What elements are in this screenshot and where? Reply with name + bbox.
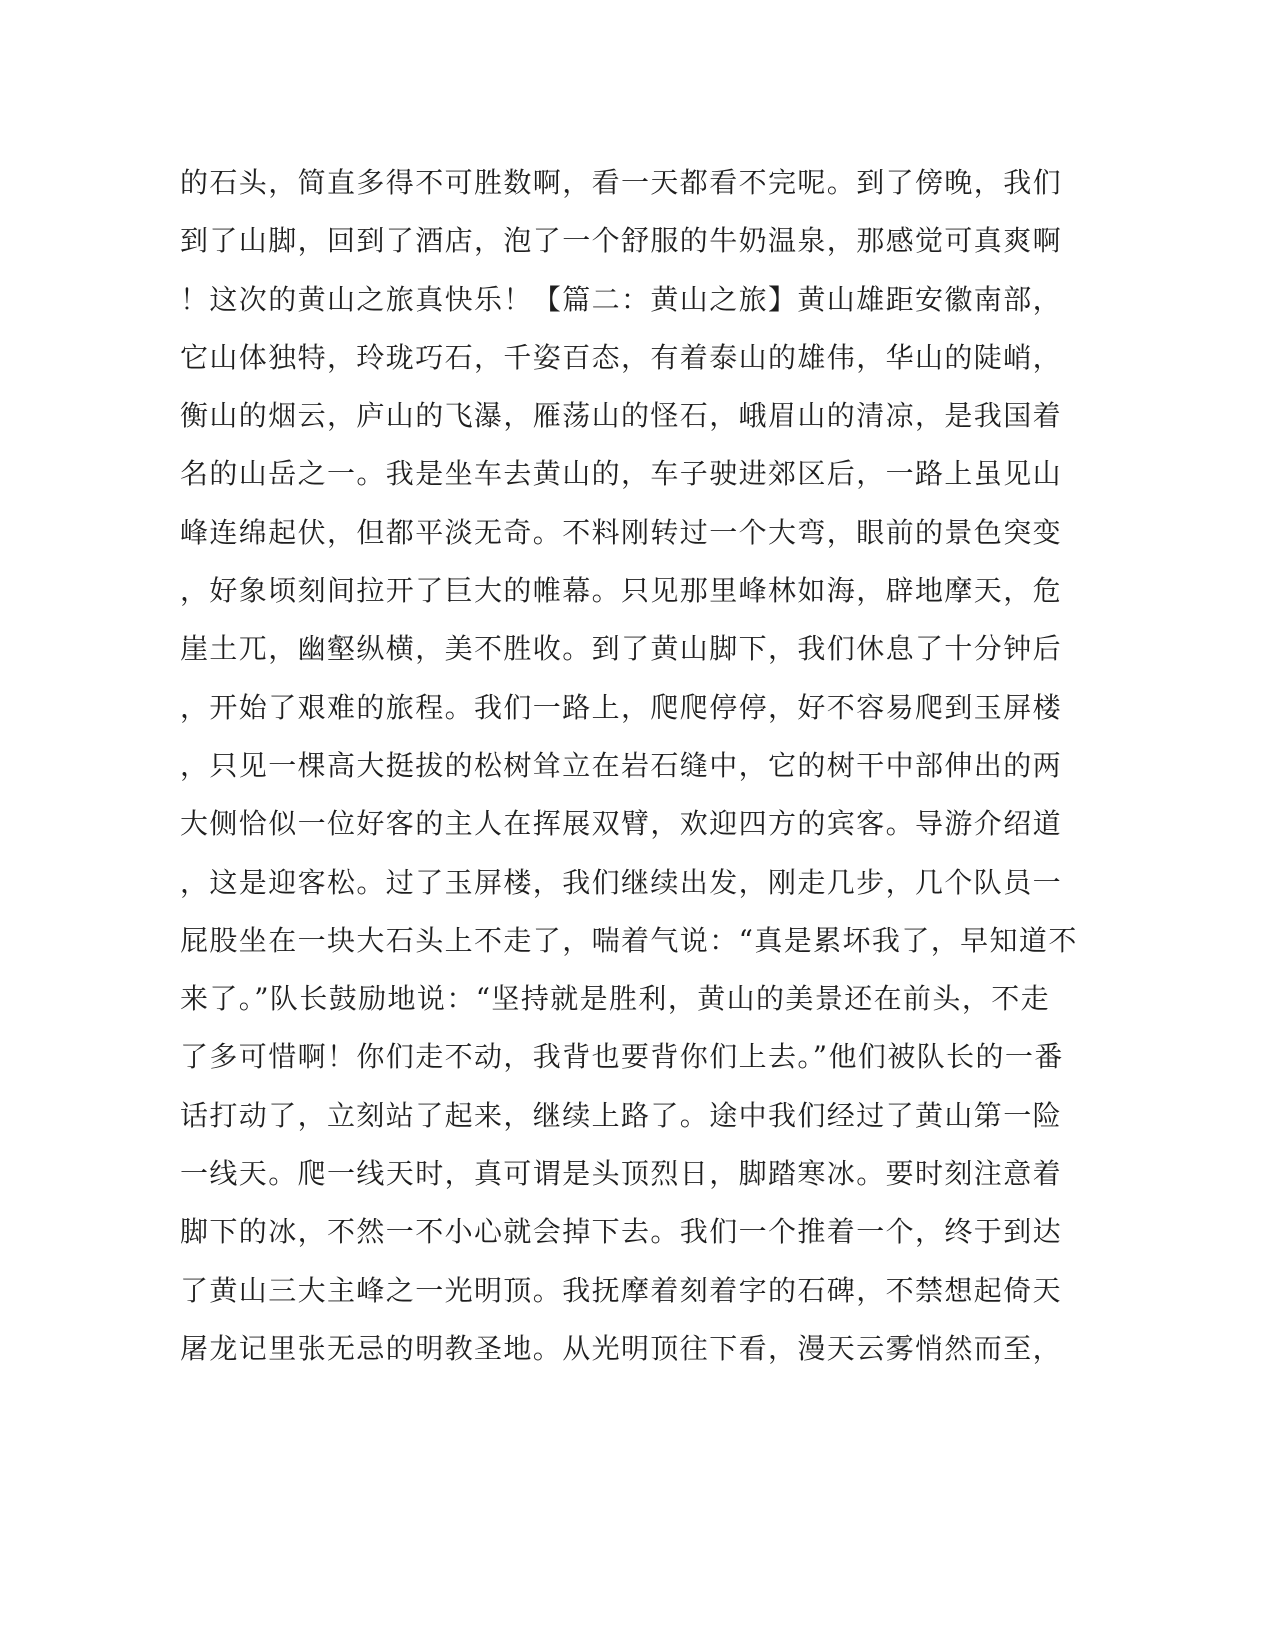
text-line: 的石头，简直多得不可胜数啊，看一天都看不完呢。到了傍晚，我们 [180, 166, 1063, 199]
text-line: 来了。”队长鼓励地说：“坚持就是胜利，黄山的美景还在前头，不走 [180, 982, 1051, 1016]
text-line: ，只见一棵高大挺拔的松树耸立在岩石缝中，它的树干中部伸出的两 [180, 748, 1063, 782]
text-line: ，好象顷刻间拉开了巨大的帷幕。只见那里峰林如海，辟地摩天，危 [180, 574, 1063, 608]
text-line: 崖土兀，幽壑纵横，美不胜收。到了黄山脚下，我们休息了十分钟后 [180, 632, 1063, 666]
text-line: ，开始了艰难的旅程。我们一路上，爬爬停停，好不容易爬到玉屏楼 [180, 690, 1063, 724]
body-text [180, 158, 1078, 1382]
text-line: 屠龙记里张无忌的明教圣地。从光明顶往下看，漫天云雾悄然而至， [180, 1331, 1063, 1365]
text-line: 到了山脚，回到了酒店，泡了一个舒服的牛奶温泉，那感觉可真爽啊 [180, 224, 1063, 258]
text-line: 衡山的烟云，庐山的飞瀑，雁荡山的怪石，峨眉山的清凉，是我国着 [180, 399, 1063, 433]
text-line: 它山体独特，玲珑巧石，千姿百态，有着泰山的雄伟，华山的陡峭， [180, 340, 1063, 374]
text-line: 话打动了，立刻站了起来，继续上路了。途中我们经过了黄山第一险 [180, 1098, 1063, 1132]
text-line: 大侧恰似一位好客的主人在挥展双臂，欢迎四方的宾客。导游介绍道 [180, 807, 1063, 841]
text-line: 一线天。爬一线天时，真可谓是头顶烈日，脚踏寒冰。要时刻注意着 [180, 1157, 1063, 1191]
text-line: 名的山岳之一。我是坐车去黄山的，车子驶进郊区后，一路上虽见山 [180, 457, 1063, 491]
text-line: 屁股坐在一块大石头上不走了，喘着气说：“真是累坏我了，早知道不 [180, 923, 1078, 957]
text-line: 了黄山三大主峰之一光明顶。我抚摩着刻着字的石碑，不禁想起倚天 [180, 1273, 1063, 1307]
text-line: ！这次的黄山之旅真快乐！【篇二：黄山之旅】黄山雄距安徽南部， [180, 282, 1063, 316]
text-line: ，这是迎客松。过了玉屏楼，我们继续出发，刚走几步，几个队员一 [180, 865, 1063, 899]
text-line: 峰连绵起伏，但都平淡无奇。不料刚转过一个大弯，眼前的景色突变 [180, 515, 1063, 549]
text-line: 了多可惜啊！你们走不动，我背也要背你们上去。”他们被队长的一番 [180, 1040, 1064, 1074]
text-line: 脚下的冰，不然一不小心就会掉下去。我们一个推着一个，终于到达 [180, 1215, 1063, 1249]
